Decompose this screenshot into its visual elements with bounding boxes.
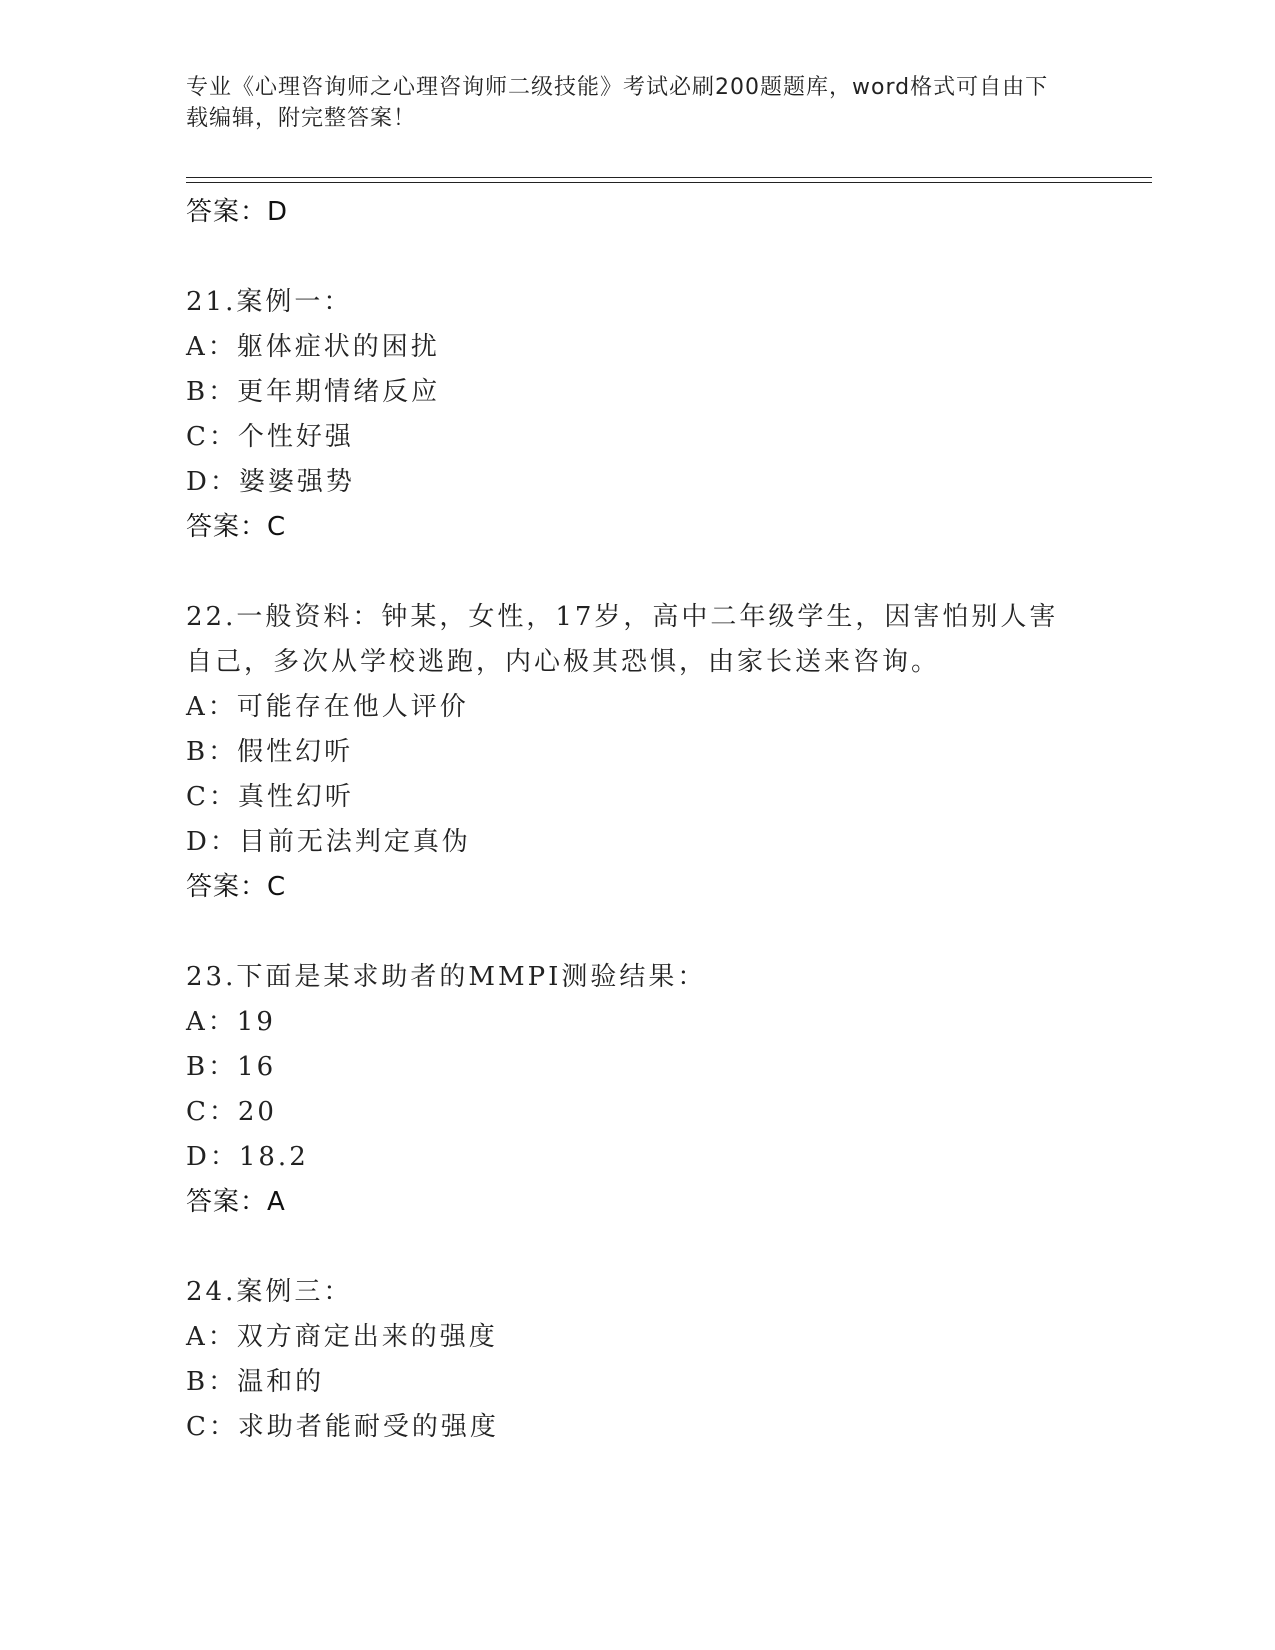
question-block — [186, 280, 1146, 550]
option-a: A：可能存在他人评价 — [186, 692, 469, 722]
option-c: C：求助者能耐受的强度 — [186, 1412, 499, 1442]
option-c: C：个性好强 — [186, 422, 354, 452]
option-b: B：假性幻听 — [186, 737, 354, 767]
option-b: B：16 — [186, 1052, 277, 1082]
question-block — [186, 595, 1146, 910]
option-b: B：温和的 — [186, 1367, 325, 1397]
option-a: A：19 — [186, 1007, 276, 1037]
question-block — [186, 1270, 1146, 1450]
question-stem: 24.案例三： — [186, 1277, 353, 1307]
question-answer: 答案：A — [186, 1187, 286, 1217]
question-block — [186, 955, 1146, 1225]
option-d: D：18.2 — [186, 1142, 309, 1172]
option-d: D：婆婆强势 — [186, 467, 355, 497]
option-c: C：20 — [186, 1097, 277, 1127]
spacer — [186, 910, 1146, 955]
header-divider-bottom — [186, 182, 1152, 183]
spacer — [186, 1225, 1146, 1270]
question-stem: 22.一般资料：钟某，女性，17岁，高中二年级学生，因害怕别人害自己，多次从学校逃跑，内心极其恐惧，由家长送来咨询。 — [186, 602, 1059, 677]
question-list — [186, 190, 1146, 1450]
option-c: C：真性幻听 — [186, 782, 354, 812]
spacer — [186, 550, 1146, 595]
question-answer: 答案：C — [186, 512, 287, 542]
option-a: A：躯体症状的困扰 — [186, 332, 440, 362]
question-stem: 23.下面是某求助者的MMPI测验结果： — [186, 962, 707, 992]
option-b: B：更年期情绪反应 — [186, 377, 441, 407]
option-a: A：双方商定出来的强度 — [186, 1322, 498, 1352]
previous-answer: 答案：D — [186, 197, 289, 227]
question-stem: 21.案例一： — [186, 287, 353, 317]
document-header: 专业《心理咨询师之心理咨询师二级技能》考试必刷200题题库，word格式可自由下载编辑，附完整答案！ — [186, 75, 1049, 131]
header-divider-top — [186, 177, 1152, 178]
question-answer: 答案：C — [186, 872, 287, 902]
spacer — [186, 235, 1146, 280]
option-d: D：目前无法判定真伪 — [186, 827, 471, 857]
